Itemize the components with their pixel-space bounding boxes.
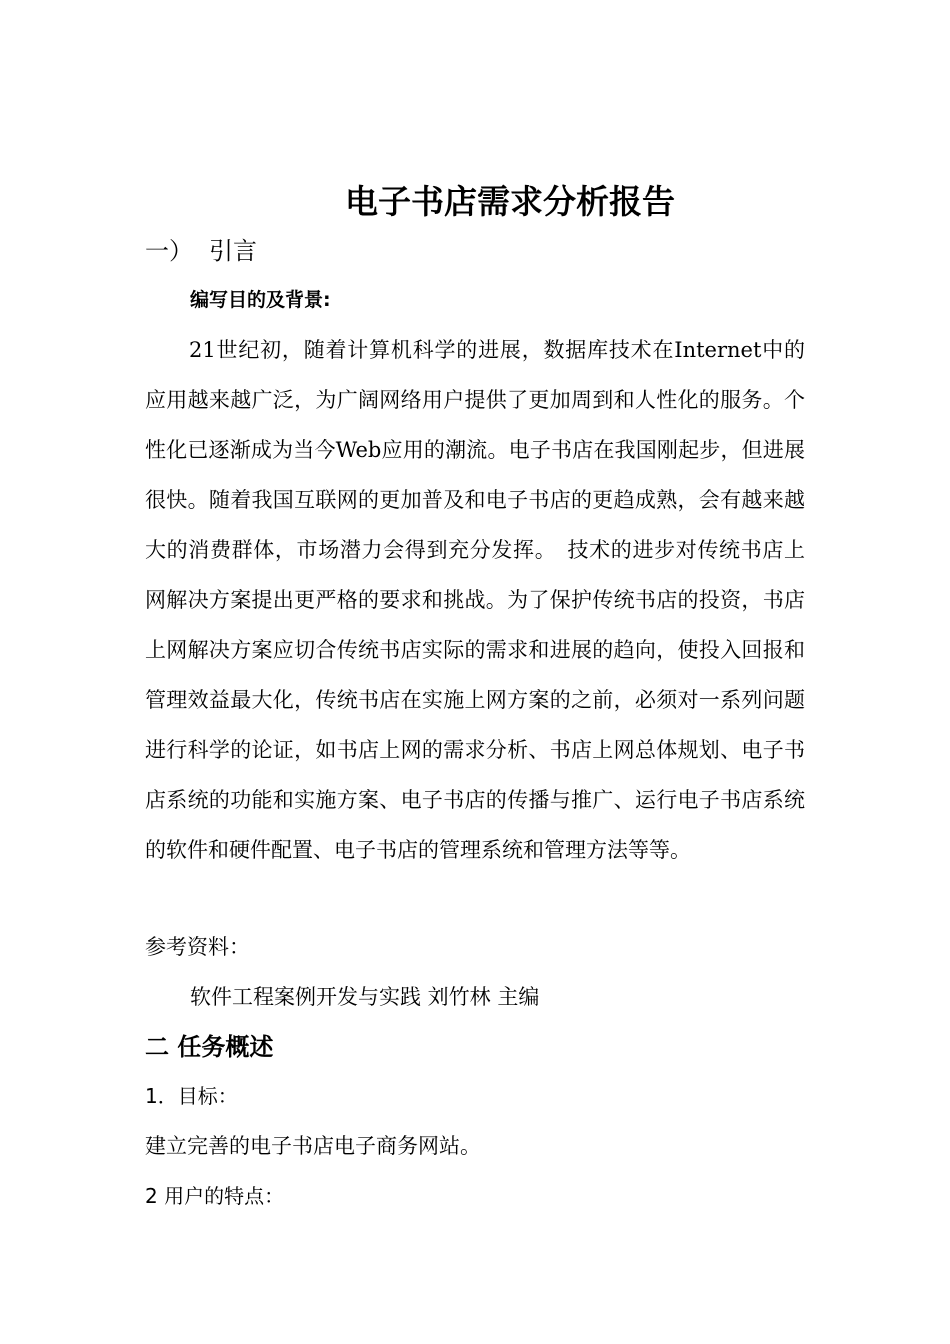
user-features-label: 2 用户的特点： [145, 1184, 285, 1208]
section-2-heading: 二 任务概述 [145, 1033, 274, 1061]
purpose-subheading: 编写目的及背景: [190, 289, 331, 311]
section-1-title: 引言 [209, 237, 257, 265]
document-title: 电子书店需求分析报告 [345, 182, 675, 221]
section-1-number: 一） [145, 237, 193, 265]
goal-text: 建立完善的电子书店电子商务网站。 [145, 1134, 481, 1158]
background-paragraph: 21世纪初，随着计算机科学的进展，数据库技术在Internet中的应用越来越广泛，为广阔网络用户提供了更加周到和人性化的服务。个性化已逐渐成为当今Web应用的潮流。电子书店在我国刚起步，但进展很快。随着我国互联网的更加普及和电子书店的更趋成熟，会有越来越大的消费群体，市场潜力会得到充分发挥。 技术的进步对传统书店上网解决方案提出更严格的要求和挑战。为了保护传统书店的投资，书店上网解决方案应切合传统书店实际的需求和进展的趋向，使投入回报和管理效益最大化，传统书店在实施上网方案的之前，必须对一系列问题进行科学的论证，如书店上网的需求分析、书店上网总体规划、电子书店系统的功能和实施方案、电子书店的传播与推广、运行电子书店系统的软件和硬件配置、电子书店的管理系统和管理方法等等。 [145, 338, 805, 862]
section-1-heading [145, 234, 257, 268]
reference-item: 软件工程案例开发与实践 刘竹林 主编 [190, 985, 540, 1009]
goal-label: 1．目标： [145, 1084, 238, 1108]
references-label: 参考资料： [145, 935, 250, 959]
